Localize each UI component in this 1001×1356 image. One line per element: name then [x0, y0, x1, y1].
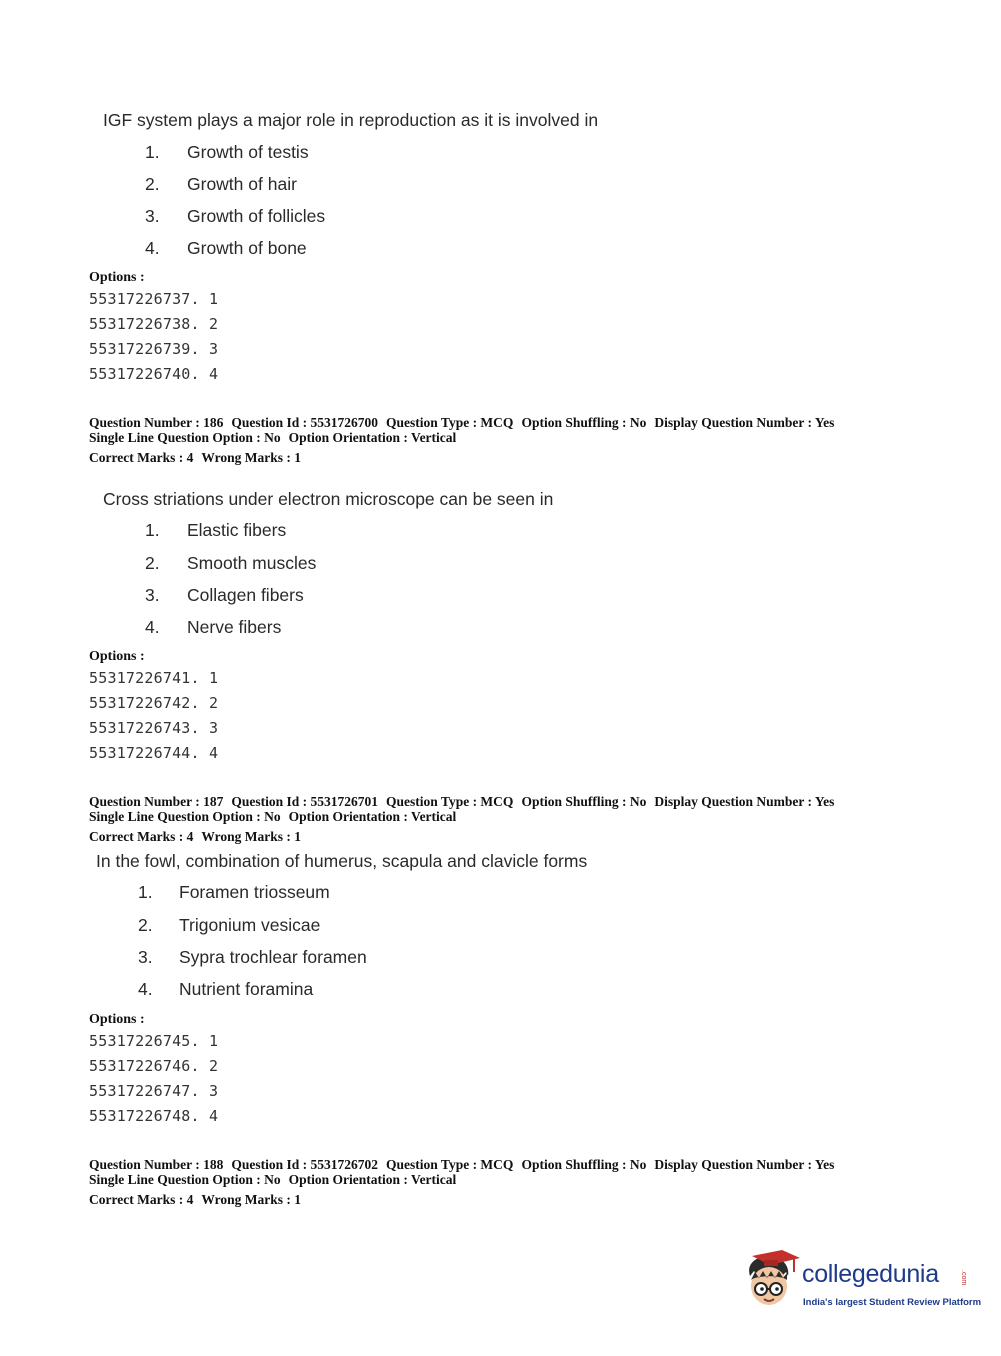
correct-marks: Correct Marks : 4: [89, 1192, 194, 1207]
choice-number: 1.: [145, 142, 160, 162]
option-shuffling: Option Shuffling : No: [521, 415, 647, 430]
question-meta-line: [89, 1157, 842, 1172]
option-id: 55317226742. 2: [89, 694, 219, 712]
display-question-number: Display Question Number : Yes: [654, 794, 835, 809]
option-id: 55317226748. 4: [89, 1107, 219, 1125]
question-marks-line: [89, 1192, 309, 1207]
option-id: 55317226745. 1: [89, 1032, 219, 1050]
option-orientation: Option Orientation : Vertical: [288, 1172, 457, 1187]
choice-number: 4.: [145, 238, 160, 258]
single-line-option: Single Line Question Option : No: [89, 809, 281, 824]
options-label: Options :: [89, 270, 145, 285]
question-meta-line: [89, 430, 464, 445]
option-id: 55317226737. 1: [89, 290, 219, 308]
choice-text: Smooth muscles: [187, 553, 317, 573]
display-question-number: Display Question Number : Yes: [654, 415, 835, 430]
option-shuffling: Option Shuffling : No: [521, 794, 647, 809]
choice-number: 2.: [138, 915, 153, 935]
brand-domain: .com: [960, 1270, 967, 1286]
question-meta-line: [89, 809, 464, 824]
option-id: 55317226746. 2: [89, 1057, 219, 1075]
choice-number: 2.: [145, 553, 160, 573]
option-id: 55317226738. 2: [89, 315, 219, 333]
option-id: 55317226744. 4: [89, 744, 219, 762]
question-text: Cross striations under electron microscope can be seen in: [103, 489, 554, 509]
question-number: Question Number : 186: [89, 415, 224, 430]
question-text: In the fowl, combination of humerus, scapula and clavicle forms: [96, 851, 588, 871]
question-type: Question Type : MCQ: [386, 1157, 514, 1172]
choice-number: 2.: [145, 174, 160, 194]
question-marks-line: [89, 450, 309, 465]
question-text: IGF system plays a major role in reproduction as it is involved in: [103, 110, 599, 130]
question-type: Question Type : MCQ: [386, 415, 514, 430]
choice-number: 1.: [145, 520, 160, 540]
option-shuffling: Option Shuffling : No: [521, 1157, 647, 1172]
display-question-number: Display Question Number : Yes: [654, 1157, 835, 1172]
brand-tagline: India's largest Student Review Platform: [803, 1297, 982, 1308]
question-type: Question Type : MCQ: [386, 794, 514, 809]
option-id: 55317226747. 3: [89, 1082, 219, 1100]
choice-number: 3.: [145, 585, 160, 605]
choice-text: Sypra trochlear foramen: [179, 947, 367, 967]
choice-text: Growth of testis: [187, 142, 309, 162]
wrong-marks: Wrong Marks : 1: [201, 829, 301, 844]
option-id: 55317226743. 3: [89, 719, 219, 737]
option-orientation: Option Orientation : Vertical: [288, 809, 457, 824]
options-label: Options :: [89, 649, 145, 664]
choice-text: Growth of bone: [187, 238, 307, 258]
choice-number: 3.: [145, 206, 160, 226]
question-meta-line: [89, 1172, 464, 1187]
single-line-option: Single Line Question Option : No: [89, 430, 281, 445]
question-meta-line: [89, 415, 842, 430]
choice-text: Nerve fibers: [187, 617, 282, 637]
choice-text: Elastic fibers: [187, 520, 287, 540]
choice-number: 4.: [145, 617, 160, 637]
option-id: 55317226739. 3: [89, 340, 219, 358]
choice-number: 3.: [138, 947, 153, 967]
choice-text: Foramen triosseum: [179, 882, 330, 902]
choice-text: Collagen fibers: [187, 585, 304, 605]
question-id: Question Id : 5531726701: [231, 794, 379, 809]
wrong-marks: Wrong Marks : 1: [201, 1192, 301, 1207]
question-meta-line: [89, 794, 842, 809]
wrong-marks: Wrong Marks : 1: [201, 450, 301, 465]
options-label: Options :: [89, 1012, 145, 1027]
correct-marks: Correct Marks : 4: [89, 829, 194, 844]
choice-text: Growth of hair: [187, 174, 297, 194]
question-id: Question Id : 5531726700: [231, 415, 379, 430]
brand-name: collegedunia: [802, 1260, 939, 1288]
question-marks-line: [89, 829, 309, 844]
choice-text: Trigonium vesicae: [179, 915, 321, 935]
question-number: Question Number : 187: [89, 794, 224, 809]
choice-number: 1.: [138, 882, 153, 902]
choice-number: 4.: [138, 979, 153, 999]
choice-text: Nutrient foramina: [179, 979, 314, 999]
correct-marks: Correct Marks : 4: [89, 450, 194, 465]
question-number: Question Number : 188: [89, 1157, 224, 1172]
student-mascot-icon: [742, 1250, 802, 1314]
choice-text: Growth of follicles: [187, 206, 326, 226]
option-id: 55317226741. 1: [89, 669, 219, 687]
question-id: Question Id : 5531726702: [231, 1157, 379, 1172]
option-id: 55317226740. 4: [89, 365, 219, 383]
option-orientation: Option Orientation : Vertical: [288, 430, 457, 445]
collegedunia-logo[interactable]: [742, 1250, 982, 1320]
single-line-option: Single Line Question Option : No: [89, 1172, 281, 1187]
